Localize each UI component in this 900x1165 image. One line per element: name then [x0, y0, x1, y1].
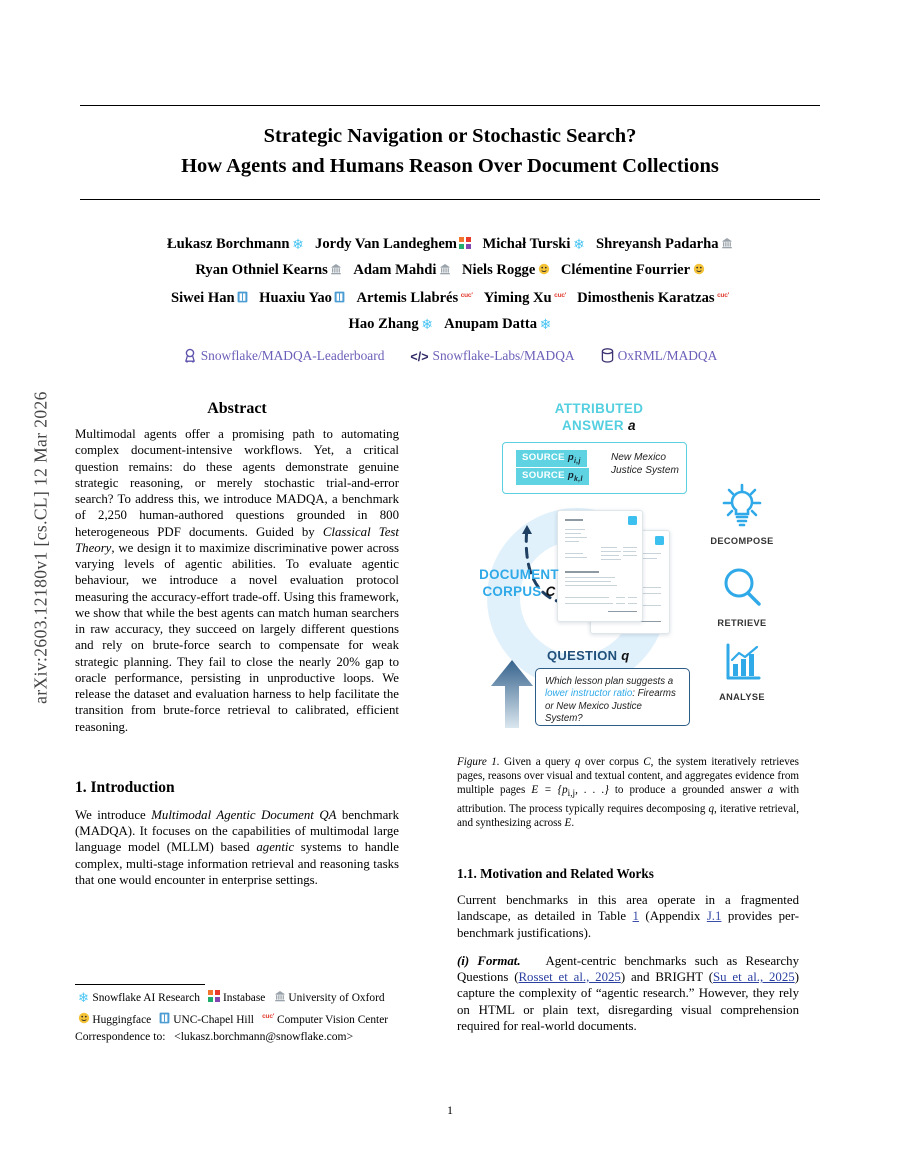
cvc-icon: cuc′ [460, 292, 473, 299]
fc2: over corpus [580, 756, 644, 768]
appendix-j1-link[interactable]: J.1 [706, 909, 722, 924]
oxford-icon [330, 259, 342, 271]
affiliation-label: Huggingface [92, 1013, 152, 1026]
stage-decompose [699, 482, 785, 546]
intro-text-c: systems to handle complex, multi-stage information retrieval and reasoning tasks that one would encounter in enterprise settings. [75, 840, 399, 887]
author-name: Jordy Van Landeghem [315, 236, 457, 252]
attributed-answer-symbol: a [628, 418, 636, 433]
snowflake-icon: ❄ [539, 317, 552, 333]
author-entry [484, 290, 566, 306]
source-badge-1-value: p [567, 452, 574, 463]
attributed-answer-label [499, 400, 699, 434]
fc-c: C [643, 756, 651, 768]
author-row [70, 283, 830, 312]
mot-c: provides per-benchmark justifications). [457, 909, 800, 940]
affiliation-row [75, 1008, 431, 1030]
magnifier-icon [719, 566, 765, 610]
stage-retrieve [699, 566, 785, 628]
fc6: , iterative retrieval, and synthesizing across [457, 802, 800, 829]
source-badge-2-value: p [567, 470, 574, 481]
correspondence-line [75, 1030, 353, 1043]
author-row [70, 312, 830, 338]
cvc-icon: cuc′ [554, 292, 567, 299]
source-badge-1-sub: i,j [574, 457, 581, 465]
author-entry [195, 262, 342, 278]
intro-text-b: benchmark (MADQA). It focuses on the capabilities of multimodal large language model (MLLM) based [75, 807, 399, 855]
instabase-icon [208, 990, 220, 1002]
source-badge-2-label: SOURCE [522, 470, 565, 481]
author-name: Artemis Llabrés [356, 290, 459, 306]
author-name: Shreyansh Padarha [595, 236, 719, 252]
fc3: , the system iteratively retrieves pages, reasons over visual and textual content, and aggregates evidence from multiple pages [457, 756, 799, 797]
title-rule-top [80, 105, 820, 106]
right-column [457, 866, 799, 1046]
source-badge-2 [516, 468, 589, 485]
snowflake-icon: ❄ [421, 317, 434, 333]
affiliation-label: Instabase [222, 992, 266, 1004]
author-entry [167, 236, 304, 252]
author-name: Michał Turski [482, 236, 571, 252]
fc-e3: E [564, 816, 572, 829]
corpus-symbol: C [545, 584, 556, 599]
abstract-heading: Abstract [207, 400, 267, 417]
abstract-text-b: , we design it to maximize discriminative power across varying levels of agentic abilities. To evaluate agentic behaviour, we introduce a novel evaluation protocol measuring the accuracy-effort trade-off. Using this framework, we show that while the best agents can match human searchers in raw accuracy, they succeed on largely different questions and rely on brute-force search to compensate for weak strategic planning. They fail to close the nearly 20% gap to oracle performance, persisting in unproductive loops. We release the dataset and evaluation harness to help facilitate the transition from brute-force retrieval to calibrated, efficient reasoning. [75, 540, 399, 734]
oxford-icon [439, 259, 451, 271]
affiliation-row [75, 990, 431, 1008]
page-number: 1 [447, 1103, 453, 1117]
resource-link[interactable] [601, 348, 718, 367]
affiliation-entry [260, 1014, 388, 1026]
instabase-icon [459, 237, 471, 249]
mot-a: Current benchmarks in this area operate in a fragmented landscape, as detailed in Table [457, 893, 799, 924]
affiliation-label: UNC-Chapel Hill [173, 1013, 254, 1026]
source-badge-1-label: SOURCE [522, 452, 565, 463]
huggingface-logo-icon [183, 348, 197, 367]
figure-1 [457, 398, 799, 748]
fc5: with attribution. The process typically requires decomposing [457, 784, 799, 815]
affiliation-label: University of Oxford [288, 992, 385, 1004]
snowflake-icon: ❄ [573, 238, 585, 253]
author-entry [577, 290, 729, 306]
database-icon [601, 348, 614, 367]
fc1: Given a query [499, 756, 575, 768]
author-entry [315, 236, 471, 252]
lightbulb-icon [719, 482, 765, 528]
author-entry [259, 290, 345, 306]
cvc-icon: cuc′ [717, 292, 730, 299]
page-title [80, 122, 820, 181]
author-name: Yiming Xu [483, 290, 552, 306]
fc-e2: , . . .} [575, 784, 609, 797]
huggingface-icon [78, 1012, 90, 1024]
unc-icon [237, 287, 248, 299]
mot-b: (Appendix [638, 909, 707, 924]
author-name: Anupam Datta [444, 315, 537, 332]
resource-link[interactable] [410, 348, 574, 364]
author-entry [596, 236, 733, 252]
author-entry [462, 262, 550, 278]
unc-icon [334, 287, 345, 299]
arxiv-stamp: arXiv:2603.12180v1 [cs.CL] 12 Mar 2026 [30, 391, 51, 704]
affiliation-entry [271, 992, 385, 1004]
stage-analyse [699, 642, 785, 702]
motivation-paragraph [457, 892, 799, 941]
question-text-highlight: lower instructor ratio [545, 688, 633, 700]
correspondence-email: <lukasz.borchmann@snowflake.com> [174, 1030, 354, 1043]
fc-q2: q [708, 802, 715, 815]
corpus-line1: DOCUMENT [479, 567, 559, 582]
footnote-affiliations [75, 990, 431, 1029]
question-text-a: Which lesson plan suggests a [545, 676, 674, 687]
source-badge-2-sub: k,l [574, 475, 583, 483]
bar-chart-icon [719, 642, 765, 684]
corpus-line2: CORPUS [482, 584, 542, 599]
author-name: Hao Zhang [348, 315, 419, 332]
affiliation-entry [206, 992, 266, 1004]
author-entry [561, 262, 705, 278]
resource-link-label: OxRML/MADQA [617, 348, 718, 363]
author-entry [353, 262, 451, 278]
oxford-icon [274, 990, 286, 1002]
fmt-c: ) capture the complexity of “agentic research.” However, they rely on HTML or plain text, disregarding visual comprehension required for real-world documents. [457, 970, 799, 1034]
format-label: (i) Format. [457, 953, 521, 968]
stage-retrieve-caption: RETRIEVE [717, 618, 767, 628]
abstract-body [75, 426, 399, 735]
author-name: Siwei Han [170, 290, 235, 306]
answer-text: New Mexico Justice System [611, 452, 679, 476]
author-name: Dimosthenis Karatzas [577, 290, 715, 306]
title-rule-bottom [80, 199, 820, 200]
footnote-rule [75, 984, 205, 985]
author-entry [444, 316, 551, 332]
resource-link-label: Snowflake-Labs/MADQA [432, 348, 575, 363]
cvc-icon: cuc′ [262, 1012, 275, 1020]
question-text [545, 676, 681, 726]
code-icon: </> [410, 350, 429, 364]
intro-italic-term-1: Multimodal Agentic Document QA [151, 807, 337, 822]
snowflake-icon: ❄ [78, 990, 89, 1005]
affiliation-entry [157, 1014, 254, 1026]
affiliation-entry [75, 992, 200, 1004]
affiliation-label: Computer Vision Center [276, 1013, 389, 1026]
fc7: . [571, 816, 575, 829]
section-heading-introduction: 1. Introduction [75, 778, 175, 796]
author-row [70, 258, 830, 284]
author-name: Niels Rogge [461, 261, 536, 278]
huggingface-icon [538, 259, 550, 271]
section-heading-motivation: 1.1. Motivation and Related Works [457, 866, 654, 881]
question-label-text: QUESTION [547, 648, 618, 663]
doc-badge-icon [628, 516, 637, 525]
attributed-answer-line1: ATTRIBUTED [554, 401, 644, 416]
resource-link-label: Snowflake/MADQA-Leaderboard [200, 348, 385, 363]
fc-a: a [767, 784, 774, 797]
doc-badge-icon [655, 536, 664, 545]
figure-caption-label: Figure 1. [457, 756, 500, 768]
oxford-icon [721, 233, 733, 245]
left-column [75, 400, 399, 900]
table-1-link[interactable]: 1 [632, 909, 639, 924]
fc-q: q [574, 756, 581, 768]
author-entry [482, 236, 585, 252]
citation-rosset[interactable]: Rosset et al., 2025 [518, 970, 621, 985]
resource-links [70, 348, 830, 367]
author-name: Adam Mahdi [353, 261, 437, 278]
author-entry [356, 290, 472, 306]
title-line-2: How Agents and Humans Reason Over Document Collections [181, 154, 719, 177]
fmt-b: ) and BRIGHT ( [620, 970, 714, 985]
affiliation-entry [75, 1014, 151, 1026]
author-name: Łukasz Borchmann [166, 236, 290, 252]
fmt-a: Agent-centric benchmarks such as Researchy Questions ( [457, 953, 800, 985]
format-paragraph [457, 953, 799, 1034]
document-corpus-label [459, 566, 579, 600]
fc4: to produce a grounded answer [608, 784, 768, 797]
citation-su[interactable]: Su et al., 2025 [713, 970, 795, 985]
author-name: Clémentine Fourrier [560, 261, 691, 278]
question-text-b: : Firearms or New Mexico Justice System? [545, 688, 676, 725]
introduction-paragraph [75, 807, 399, 888]
figure-caption [457, 755, 799, 830]
unc-icon [159, 1012, 170, 1024]
author-name: Ryan Othniel Kearns [195, 261, 328, 278]
affiliation-label: Snowflake AI Research [92, 992, 200, 1004]
stage-analyse-caption: ANALYSE [719, 692, 765, 702]
intro-italic-term-2: agentic [256, 840, 295, 855]
intro-text-a: We introduce [75, 807, 152, 822]
attributed-answer-box [502, 442, 687, 494]
attributed-answer-line2: ANSWER [561, 418, 624, 433]
abstract-italic-term: Classical Test Theory [75, 524, 399, 555]
snowflake-icon: ❄ [292, 238, 304, 253]
author-name: Huaxiu Yao [259, 290, 332, 306]
stage-decompose-caption: DECOMPOSE [710, 536, 774, 546]
author-row [70, 232, 830, 258]
correspondence-label: Correspondence to: [75, 1030, 166, 1043]
question-symbol: q [621, 648, 630, 663]
huggingface-icon [693, 259, 705, 271]
author-entry [171, 290, 248, 306]
fc-e: E = {p [531, 784, 568, 797]
author-entry [349, 316, 434, 332]
question-box [535, 668, 690, 726]
abstract-text-a: Multimodal agents offer a promising path to automating complex document-intensive workflows. Yet, a critical question remains: do these agents demonstrate genuine strategic reasoning, or merely stochastic trial-and-error search? To address this, we introduce MADQA, a benchmark of 2,250 human-authored questions grounded in 800 heterogeneous PDF documents. Guided by [75, 427, 399, 539]
question-label [547, 648, 707, 663]
source-badge-1 [516, 450, 587, 467]
author-list [70, 232, 830, 337]
title-line-1: Strategic Navigation or Stochastic Search? [263, 125, 637, 147]
fc-e-sub: i,j [567, 789, 576, 800]
resource-link[interactable] [183, 348, 385, 367]
